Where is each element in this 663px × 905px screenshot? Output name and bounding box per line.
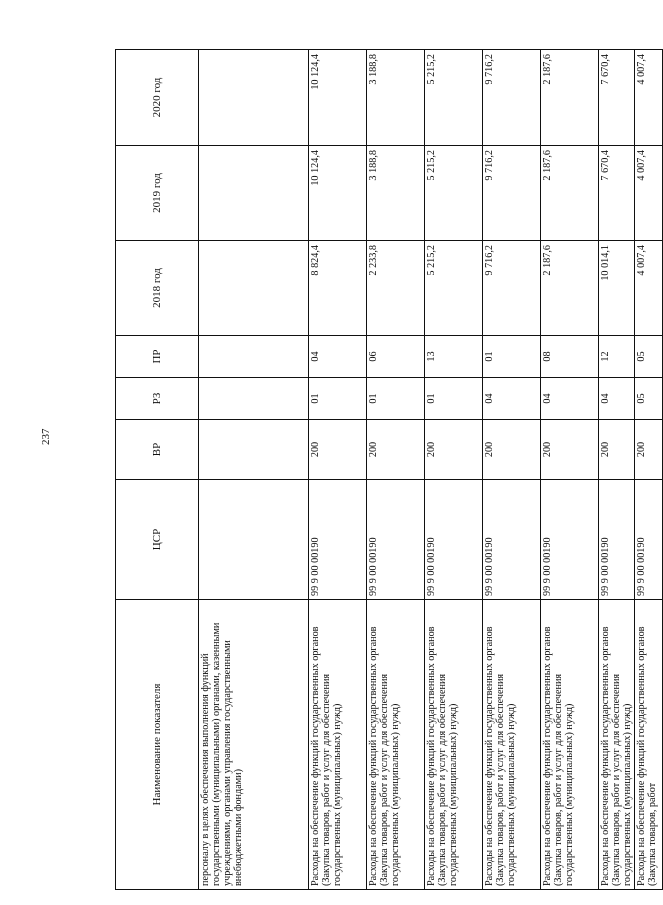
cell-2018: 2 187,6: [541, 241, 599, 336]
cell-vr: 200: [309, 420, 367, 480]
cell-vr: 200: [541, 420, 599, 480]
table-row: [425, 50, 483, 890]
cell-2018: 4 007,4: [635, 241, 663, 336]
cell-2020: 3 188,8: [367, 50, 425, 146]
cell-2019: 4 007,4: [635, 146, 663, 241]
cell-name: Расходы на обеспечение функций государственных органов (Закупка товаров, работ и услуг для обеспечения государственных (муниципальных) нужд): [425, 600, 483, 890]
table-header-row: [116, 50, 199, 890]
cell-pr: 08: [541, 336, 599, 378]
cell-pr: 04: [309, 336, 367, 378]
cell-name: Расходы на обеспечение функций государственных органов (Закупка товаров, работ и услуг для обеспечения государственных (муниципальных) нужд): [483, 600, 541, 890]
cell-2020: 5 215,2: [425, 50, 483, 146]
cell-rz: 01: [367, 378, 425, 420]
cell-pr: [199, 336, 309, 378]
budget-table: [115, 49, 663, 890]
cell-name: персоналу в целях обеспечения выполнения функций государственными (муниципальными) органами, казенными учреждениями, органами управления государственными внебюджетными фондами): [199, 600, 309, 890]
cell-name: Расходы на обеспечение функций государственных органов (Закупка товаров, работ и услуг для обеспечения государственных (муниципальных) нужд): [367, 600, 425, 890]
cell-csr: 99 9 00 00190: [367, 480, 425, 600]
cell-2020: 7 670,4: [599, 50, 635, 146]
cell-2018: 8 824,4: [309, 241, 367, 336]
cell-rz: 01: [309, 378, 367, 420]
cell-csr: 99 9 00 00190: [541, 480, 599, 600]
cell-2018: 9 716,2: [483, 241, 541, 336]
header-2020: 2020 год: [116, 50, 199, 146]
page-number: 237: [40, 428, 52, 445]
cell-csr: 99 9 00 00190: [599, 480, 635, 600]
cell-2018: [199, 241, 309, 336]
cell-2020: 10 124,4: [309, 50, 367, 146]
cell-vr: 200: [483, 420, 541, 480]
cell-2020: [199, 50, 309, 146]
table-row: [367, 50, 425, 890]
cell-name: Расходы на обеспечение функций государственных органов (Закупка товаров, работ: [635, 600, 663, 890]
cell-2019: 5 215,2: [425, 146, 483, 241]
cell-2018: 5 215,2: [425, 241, 483, 336]
cell-2018: 2 233,8: [367, 241, 425, 336]
cell-pr: 12: [599, 336, 635, 378]
cell-2018: 10 014,1: [599, 241, 635, 336]
cell-2019: 9 716,2: [483, 146, 541, 241]
cell-vr: 200: [425, 420, 483, 480]
cell-vr: [199, 420, 309, 480]
cell-csr: 99 9 00 00190: [309, 480, 367, 600]
cell-vr: 200: [367, 420, 425, 480]
cell-pr: 05: [635, 336, 663, 378]
cell-rz: 04: [599, 378, 635, 420]
cell-csr: 99 9 00 00190: [635, 480, 663, 600]
cell-rz: 05: [635, 378, 663, 420]
cell-2019: 2 187,6: [541, 146, 599, 241]
header-vr: ВР: [116, 420, 199, 480]
cell-name: Расходы на обеспечение функций государственных органов (Закупка товаров, работ и услуг для обеспечения государственных (муниципальных) нужд): [309, 600, 367, 890]
table-row: [199, 50, 309, 890]
cell-rz: [199, 378, 309, 420]
cell-pr: 01: [483, 336, 541, 378]
cell-vr: 200: [635, 420, 663, 480]
cell-csr: 99 9 00 00190: [483, 480, 541, 600]
header-pr: ПР: [116, 336, 199, 378]
cell-csr: 99 9 00 00190: [425, 480, 483, 600]
cell-2020: 9 716,2: [483, 50, 541, 146]
header-rz: РЗ: [116, 378, 199, 420]
cell-2019: 10 124,4: [309, 146, 367, 241]
header-2019: 2019 год: [116, 146, 199, 241]
table-row: [635, 50, 663, 890]
cell-2019: [199, 146, 309, 241]
cell-2020: 2 187,6: [541, 50, 599, 146]
cell-pr: 06: [367, 336, 425, 378]
cell-csr: [199, 480, 309, 600]
cell-2020: 4 007,4: [635, 50, 663, 146]
table-row: [541, 50, 599, 890]
cell-name: Расходы на обеспечение функций государственных органов (Закупка товаров, работ и услуг для обеспечения государственных (муниципальных) нужд): [599, 600, 635, 890]
header-2018: 2018 год: [116, 241, 199, 336]
cell-vr: 200: [599, 420, 635, 480]
table-row: [309, 50, 367, 890]
header-csr: ЦСР: [116, 480, 199, 600]
table-row: [483, 50, 541, 890]
table-row: [599, 50, 635, 890]
cell-rz: 01: [425, 378, 483, 420]
cell-rz: 04: [483, 378, 541, 420]
rotated-table-container: [115, 50, 658, 890]
cell-pr: 13: [425, 336, 483, 378]
header-name: Наименование показателя: [116, 600, 199, 890]
cell-name: Расходы на обеспечение функций государственных органов (Закупка товаров, работ и услуг для обеспечения государственных (муниципальных) нужд): [541, 600, 599, 890]
cell-rz: 04: [541, 378, 599, 420]
cell-2019: 3 188,8: [367, 146, 425, 241]
cell-2019: 7 670,4: [599, 146, 635, 241]
